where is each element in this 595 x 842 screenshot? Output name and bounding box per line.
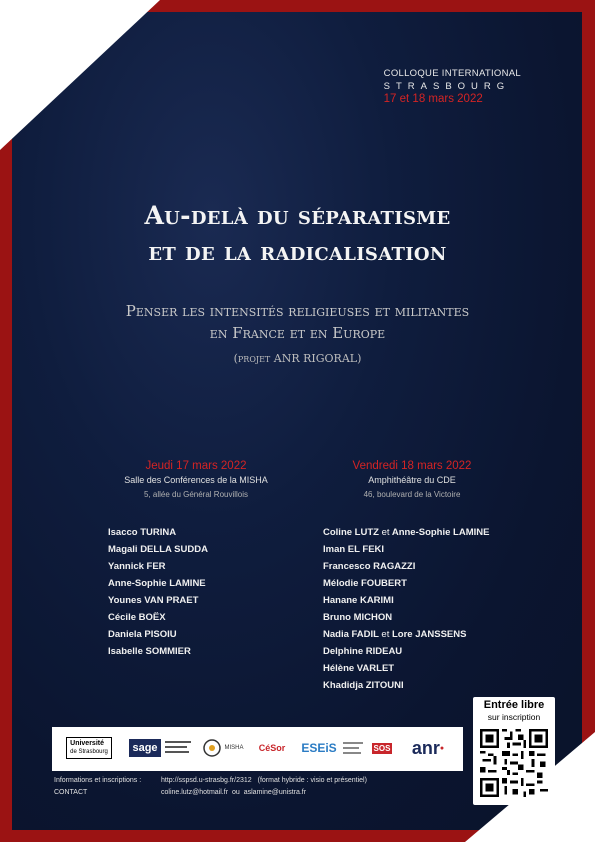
speaker: Bruno MICHON [323, 612, 393, 623]
speaker: Hélène VARLET [323, 663, 395, 674]
eseis-logo: ESEiS [301, 741, 337, 755]
partner-logos-strip [52, 727, 463, 771]
contact-email-1[interactable]: coline.lutz@hotmail.fr [161, 789, 229, 796]
speaker-pair [323, 524, 489, 541]
event-city: STRASBOURG [383, 81, 511, 92]
event-header [384, 68, 521, 105]
registration-label: sur inscription [487, 712, 541, 722]
cesor-logo: CéSor [258, 743, 286, 753]
subtitle-line-1: Penser les intensités religieuses et militantes [125, 302, 470, 320]
speaker: Nadia FADIL [323, 629, 379, 640]
speaker: Yannick FER [108, 561, 166, 572]
anr-logo: anr ● [411, 737, 445, 758]
contact-email-2[interactable]: aslamine@unistra.fr [243, 789, 307, 796]
conjunction: et [381, 527, 390, 538]
day-1-venue: Salle des Conférences de la MISHA [124, 475, 268, 485]
contact-label: CONTACT [54, 789, 88, 796]
day-2-address: 46, boulevard de la Victoire [363, 490, 461, 499]
misha-logo: MISHA [198, 733, 248, 763]
speaker: Lore JANSSENS [392, 629, 467, 640]
subtitle-line-2: en France et en Europe [209, 324, 386, 342]
contact-line [161, 789, 306, 796]
speaker-pair [323, 626, 489, 643]
speaker: Younes VAN PRAET [108, 595, 199, 606]
speaker: Mélodie FOUBERT [323, 578, 407, 589]
speaker: Daniela PISOIU [108, 629, 177, 640]
info-label: Informations et inscriptions : [54, 777, 142, 784]
info-line [161, 777, 367, 784]
format-note: (format hybride : visio et présentiel) [257, 777, 367, 784]
conjunction: et [381, 629, 390, 640]
speaker: Delphine RIDEAU [323, 646, 403, 657]
sage-logo: sage [128, 733, 162, 763]
sage-text-logo [164, 733, 194, 763]
speaker: Isacco TURINA [108, 527, 177, 538]
day-2-info [312, 460, 512, 499]
qr-registration-box [473, 697, 555, 805]
day-1-info [96, 460, 296, 499]
poster-subtitle [0, 300, 595, 344]
speaker: Khadidja ZITOUNI [323, 680, 404, 691]
poster-title [0, 198, 595, 270]
day-2-date: Vendredi 18 mars 2022 [352, 460, 472, 472]
unistra-logo: Université de Strasbourg [58, 733, 120, 763]
project-name: (projet ANR RIGORAL) [233, 352, 362, 365]
speaker: Cécile BOËX [108, 612, 166, 623]
title-line-1: Au-delà du séparatisme [144, 201, 451, 230]
corner-cut-top-left [0, 0, 160, 150]
speaker: Iman EL FEKI [323, 544, 385, 555]
sos-logo: SOS [373, 743, 391, 753]
day-1-speakers [108, 524, 208, 660]
speaker: Isabelle SOMMIER [108, 646, 191, 657]
event-dates: 17 et 18 mars 2022 [383, 93, 483, 105]
qr-code[interactable] [480, 727, 548, 799]
day-1-date: Jeudi 17 mars 2022 [145, 460, 247, 472]
speaker: Magali DELLA SUDDA [108, 544, 208, 555]
free-entry-label: Entrée libre [483, 699, 545, 711]
event-type: COLLOQUE INTERNATIONAL [383, 68, 521, 79]
title-line-2: et de la radicalisation [148, 237, 447, 266]
speaker: Coline LUTZ [323, 527, 379, 538]
speaker: Francesco RAGAZZI [323, 561, 416, 572]
or-text: ou [231, 789, 240, 796]
speaker: Anne-Sophie LAMINE [108, 578, 206, 589]
day-2-venue: Amphithéâtre du CDE [368, 475, 456, 485]
day-2-speakers [323, 524, 489, 694]
day-1-address: 5, allée du Général Rouvillois [143, 490, 249, 499]
eseis-text-logo [342, 733, 366, 763]
speaker: Anne-Sophie LAMINE [391, 527, 490, 538]
registration-url[interactable]: http://sspsd.u-strasbg.fr/2312 [161, 777, 252, 784]
speaker: Hanane KARIMI [323, 595, 394, 606]
